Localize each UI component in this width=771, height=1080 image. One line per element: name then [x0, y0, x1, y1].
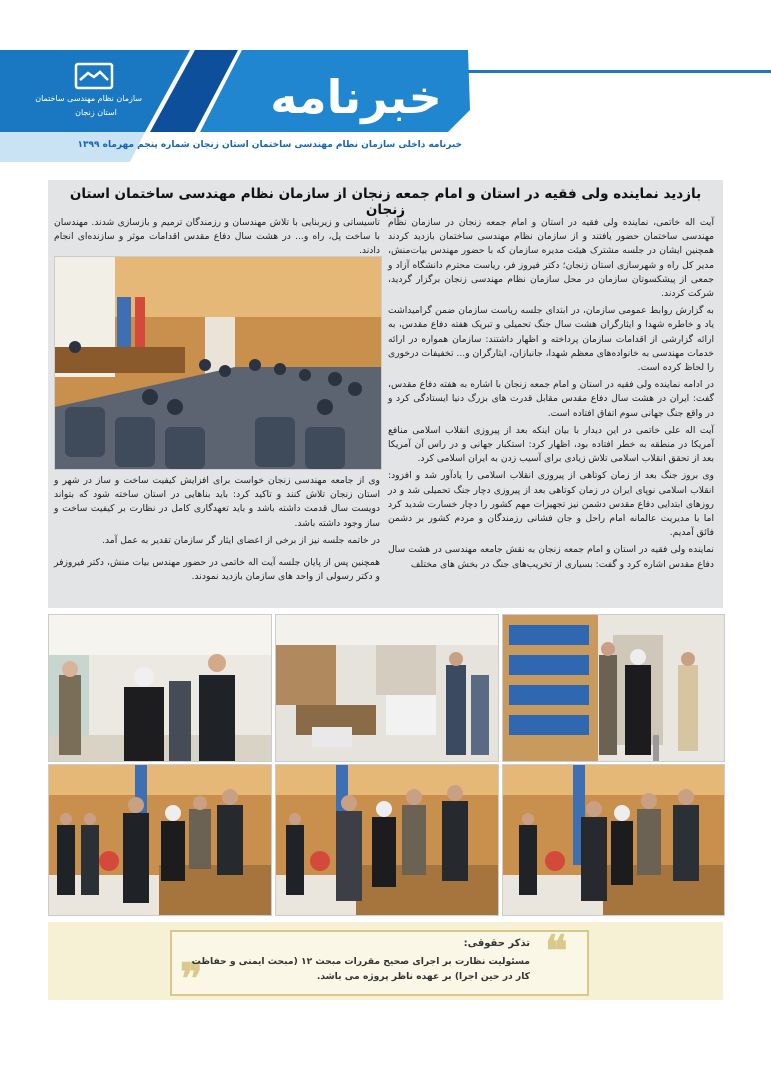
legal-note-text: مسئولیت نظارت بر اجرای صحیح مقررات مبحث ۱۲ (مبحث ایمنی و حفاظت کار در حین اجرا) بر عهده ناظر پروژه می باشد.: [191, 956, 530, 982]
org-logo-line1: سازمان نظام مهندسی ساختمان: [35, 94, 142, 103]
article-left-column-bottom: [54, 474, 380, 604]
article-title: بازدید نماینده ولی فقیه در استان و امام جمعه زنجان از سازمان نظام مهندسی ساختمان استان زنجان: [69, 186, 702, 218]
org-logo-line2: استان زنجان: [75, 108, 117, 117]
photo-award-1: [48, 764, 272, 916]
photo-visit-2: [275, 614, 499, 762]
quote-open-icon: ❝: [545, 926, 568, 975]
photo-award-2: [275, 764, 499, 916]
paragraph: در خاتمه جلسه نیز از برخی از اعضای ایثار گر سازمان تقدیر به عمل آمد.: [102, 534, 380, 546]
handshake-building-icon: [74, 60, 114, 92]
photo-award-3: [502, 764, 725, 916]
paragraph: به گزارش روابط عمومی سازمان، در ابتدای جلسه ریاست سازمان ضمن گرامیداشت یاد و خاطره شهدا و ایثارگران هشت سال جنگ تحمیلی و تبریک هفته دفاع مقدس، به ارائه گزارشی از اقدامات سازمان پرداخته و اظهار داشتند: سازمان همواره در ارائه خدمات مهندسی به خانواده‌های معظم شهدا، جانبازان، ایثارگران و... تخفیفات درخوری را لحاظ کرده است.: [388, 305, 714, 374]
photo-visit-1: [48, 614, 272, 762]
paragraph: نماینده ولی فقیه در استان و امام جمعه زنجان به نقش جامعه مهندسی در هشت سال دفاع مقدس اشاره کرد و گفت: بسیاری از تخریب‌های جنگ در بخش های مختلف: [388, 544, 714, 570]
paragraph: آیت اله علی خاتمی در این دیدار با بیان اینکه بعد از پیروزی انقلاب اسلامی منافع آمریکا در منطقه به خطر افتاده بود، اظهار کرد: استکبار جهانی و در راس آن آمریکا بعد از تحقق انقلاب اسلامی تلاش زیادی برای آسیب زدن به ایران اسلامی کرد.: [388, 424, 714, 465]
quote-close-icon: ❞: [180, 954, 203, 1003]
legal-note-title: تذکر حقوقی:: [463, 938, 530, 949]
paragraph: در ادامه نماینده ولی فقیه در استان و امام جمعه زنجان با اشاره به هفته دفاع مقدس، گفت: ایران در هشت سال دفاع مقدس مقابل قدرت های بزرگ دنیا ایستادگی کرد و در واقع جنگ جهانی سوم اتفاق افتاده است.: [388, 379, 714, 419]
paragraph: وی بروز جنگ بعد از زمان کوتاهی از پیروزی انقلاب اسلامی را یادآور شد و افزود: انقلاب اسلامی نوپای ایران در زمان کوتاهی بعد از پیروزی دچار جنگ تحمیلی شد و در روزهای ابتدایی دفاع مقدس دشمن نیز تجهیزات مهم کشور را دچار خسارت شدید کرد اما با مدیریت عالمانه امام راحل و جان فشانی رزمندگان و مردم کشور بر دشمن فائق آمدیم.: [388, 470, 714, 539]
article-right-column: [388, 216, 714, 604]
paragraph: وی از جامعه مهندسی زنجان خواست برای افزایش کیفیت ساخت و ساز در شهر و استان زنجان تلاش کنند و تاکید کرد: باید بناهایی در استان ساخته شود که بتواند دویست سال قدمت داشته باشد و باید تعهدگاری کامل در نظارت بر کیفیت ساخت و ساز وجود داشته باشد.: [54, 475, 380, 529]
photo-visit-3: [502, 614, 725, 762]
masthead-title: خبرنامه: [270, 70, 442, 124]
paragraph: همچنین پس از پایان جلسه آیت اله خاتمی در حضور مهندس بیات منش، دکتر فیروزفر و دکتر رسولی از واحد های سازمان بازدید نمودند.: [54, 557, 380, 583]
article-left-column-top: تاسیساتی و زیربنایی با تلاش مهندسان و رزمندگان ترمیم و بازسازی شدند. مهندسان با ساخت پل، راه و... در هشت سال دفاع مقدس اقدامات موثر و سازنده‌ای انجام دادند.: [54, 217, 380, 257]
meeting-photo: [54, 256, 382, 470]
issue-subline: خبرنامه داخلی سازمان نظام مهندسی ساختمان استان زنجان شماره پنجم مهرماه ۱۳۹۹: [77, 140, 462, 150]
paragraph: آیت اله خاتمی، نماینده ولی فقیه در استان و امام جمعه زنجان در سازمان نظام مهندسی ساختمان حضور یافتند و از سازمان نظام مهندسی ساختمان بازدید کردند همچنین ایشان در جلسه مشترک هیئت مدیره سازمان که با حضور مهندس بیات‌منش، مدیر کل راه و شهرسازی استان زنجان؛ دکتر فیروز فر، ریاست محترم دانشگاه آزاد و جمعی از پیشکسوتان سازمان در محل سازمان نظام مهندسی زنجان برگزار گردید، شرکت کردند.: [388, 217, 714, 300]
org-logo: [35, 56, 142, 126]
